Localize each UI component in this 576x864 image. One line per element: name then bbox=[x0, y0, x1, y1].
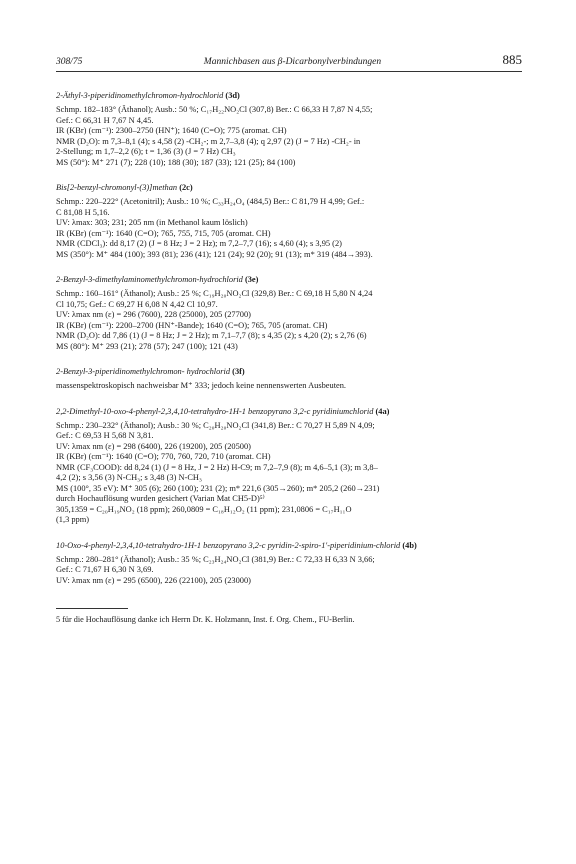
data-line: massenspektroskopisch nachweisbar M⁺ 333; jedoch keine nennenswerten Ausbeuten. bbox=[56, 381, 347, 390]
data-line: (1,3 ppm) bbox=[56, 515, 90, 524]
data-line: MS (100°, 35 eV): M⁺ 305 (6); 260 (100); 231 (2); m* 221,6 (305→260); m* 205,2 (260→231) bbox=[56, 483, 380, 493]
data-line: NMR (CF₃COOD): dd 8,24 (1) (J = 8 Hz, J = 2 Hz) H-C9; m 7,2–7,9 (8); m 4,6–5,1 (3); m 3,8– bbox=[56, 462, 378, 472]
compound-title: 2-Benzyl-3-piperidinomethylchromon- hydrochlorid (3f) bbox=[56, 367, 245, 376]
data-line: Schmp.: 160–161° (Äthanol); Ausb.: 25 %; C₁₉H₂₀NO₂Cl (329,8) Ber.: C 69,18 H 5,80 N 4,24 bbox=[56, 289, 373, 298]
compound-title: 2-Äthyl-3-piperidinomethylchromon-hydrochlorid (3d) bbox=[56, 91, 240, 100]
data-line: 4,2 (2); s 3,56 (3) N-CH₃; s 3,48 (3) N-CH₃ bbox=[56, 473, 202, 482]
data-line: NMR (D₂O): m 7,3–8,1 (4); s 4,58 (2) -CH₂-; m 2,7–3,8 (4); q 2,97 (2) (J = 7 Hz) -CH₂- in bbox=[56, 136, 361, 146]
paper-page bbox=[56, 52, 522, 624]
compound-entry bbox=[56, 274, 522, 352]
data-line: IR (KBr) (cm⁻¹): 1640 (C=O); 770, 760, 720, 710 (aromat. CH) bbox=[56, 452, 271, 461]
data-line: UV: λmax nm (ε) = 295 (6500), 226 (22100), 205 (23000) bbox=[56, 575, 251, 585]
data-line: 305,1359 = C₂₀H₁₉NO₂ (18 ppm); 260,0809 = C₁₈H₁₂O₂ (11 ppm); 231,0806 = C₁₇H₁₁O bbox=[56, 504, 352, 514]
data-line: Cl 10,75; Gef.: C 69,27 H 6,08 N 4,42 Cl 10,97. bbox=[56, 299, 218, 309]
footnote: 5 für die Hochauflösung danke ich Herrn Dr. K. Holzmann, Inst. f. Org. Chem., FU-Berlin. bbox=[56, 615, 355, 624]
data-line: IR (KBr) (cm⁻¹): 2300–2750 (HN⁺); 1640 (C=O); 775 (aromat. CH) bbox=[56, 126, 287, 135]
data-line: IR (KBr) (cm⁻¹): 1640 (C=O); 765, 755, 715, 705 (aromat. CH) bbox=[56, 228, 271, 238]
page-number: 885 bbox=[502, 52, 522, 67]
data-line: 2-Stellung; m 1,7–2,2 (6); t = 1,36 (3) (J = 7 Hz) CH₃ bbox=[56, 147, 236, 156]
footnote-divider bbox=[56, 608, 128, 609]
journal-volume: 308/75 bbox=[56, 57, 83, 67]
compound-entry bbox=[56, 540, 522, 587]
compound-entry bbox=[56, 182, 522, 260]
data-line: Schmp.: 230–232° (Äthanol); Ausb.: 30 %; C₂₀H₂₀NO₂Cl (341,8) Ber.: C 70,27 H 5,89 N 4,09; bbox=[56, 420, 375, 430]
compound-title: 10-Oxo-4-phenyl-2,3,4,10-tetrahydro-1H-1 benzopyrano 3,2-c pyridin-2-spiro-1'-piperidinium-chlorid (4b) bbox=[56, 540, 417, 550]
data-line: IR (KBr) (cm⁻¹): 2200–2700 (HN⁺-Bande); 1640 (C=O); 765, 705 (aromat. CH) bbox=[56, 320, 328, 330]
data-line: UV: λmax: 303; 231; 205 nm (in Methanol kaum löslich) bbox=[56, 218, 248, 227]
data-line: NMR (D₂O): dd 7,86 (1) (J = 8 Hz; J = 2 Hz); m 7,1–7,7 (8); s 4,35 (2); s 4,20 (2); s 2,76 (6) bbox=[56, 331, 367, 340]
data-line: Schmp. 182–183° (Äthanol); Ausb.: 50 %; C₁₇H₂₂NO₂Cl (307,8) Ber.: C 66,33 H 7,87 N 4,55; bbox=[56, 105, 373, 114]
data-line: MS (50°): M⁺ 271 (7); 228 (10); 188 (30); 187 (33); 121 (25); 84 (100) bbox=[56, 157, 296, 167]
compound-entries bbox=[56, 90, 522, 586]
running-header bbox=[56, 52, 522, 72]
data-line: Schmp.: 220–222° (Acetonitril); Ausb.: 10 %; C₃₃H₂₄O₄ (484,5) Ber.: C 81,79 H 4,99; Gef.: bbox=[56, 197, 365, 206]
data-line: NMR (CDCl₃): dd 8,17 (2) (J = 8 Hz; J = 2 Hz); m 7,2–7,7 (16); s 4,60 (4); s 3,95 (2) bbox=[56, 239, 342, 248]
data-line: Schmp.: 280–281° (Äthanol); Ausb.: 35 %; C₂₃H₂₄NO₂Cl (381,9) Ber.: C 72,33 H 6,33 N 3,66; bbox=[56, 554, 375, 564]
compound-entry bbox=[56, 366, 522, 392]
data-line: Gef.: C 66,31 H 7,67 N 4,45. bbox=[56, 115, 154, 125]
data-line: UV: λmax nm (ε) = 296 (7600), 228 (25000), 205 (27700) bbox=[56, 310, 251, 319]
data-line: Gef.: C 69,53 H 5,68 N 3,81. bbox=[56, 431, 154, 440]
compound-title: 2,2-Dimethyl-10-oxo-4-phenyl-2,3,4,10-tetrahydro-1H-1 benzopyrano 3,2-c pyridiniumchlorid (4a) bbox=[56, 406, 390, 416]
compound-title: 2-Benzyl-3-dimethylaminomethylchromon-hydrochlorid (3e) bbox=[56, 275, 259, 284]
compound-title: Bis[2-benzyl-chromonyl-(3)]methan (2c) bbox=[56, 183, 193, 192]
compound-entry bbox=[56, 406, 522, 526]
data-line: MS (350°): M⁺ 484 (100); 393 (81); 236 (41); 121 (24); 92 (20); 91 (13); m* 319 (484→393). bbox=[56, 249, 373, 259]
data-line: C 81,08 H 5,16. bbox=[56, 207, 110, 217]
compound-entry bbox=[56, 90, 522, 168]
running-title: Mannichbasen aus β-Dicarbonylverbindungen bbox=[203, 57, 382, 67]
data-line: Gef.: C 71,67 H 6,30 N 3,69. bbox=[56, 565, 154, 574]
data-line: MS (80°): M⁺ 293 (21); 278 (57); 247 (100); 121 (43) bbox=[56, 341, 238, 351]
data-line: durch Hochauflösung wurden gesichert (Varian Mat CH5-D)⁵⁾ bbox=[56, 494, 265, 503]
data-line: UV: λmax nm (ε) = 298 (6400), 226 (19200), 205 (20500) bbox=[56, 441, 251, 451]
